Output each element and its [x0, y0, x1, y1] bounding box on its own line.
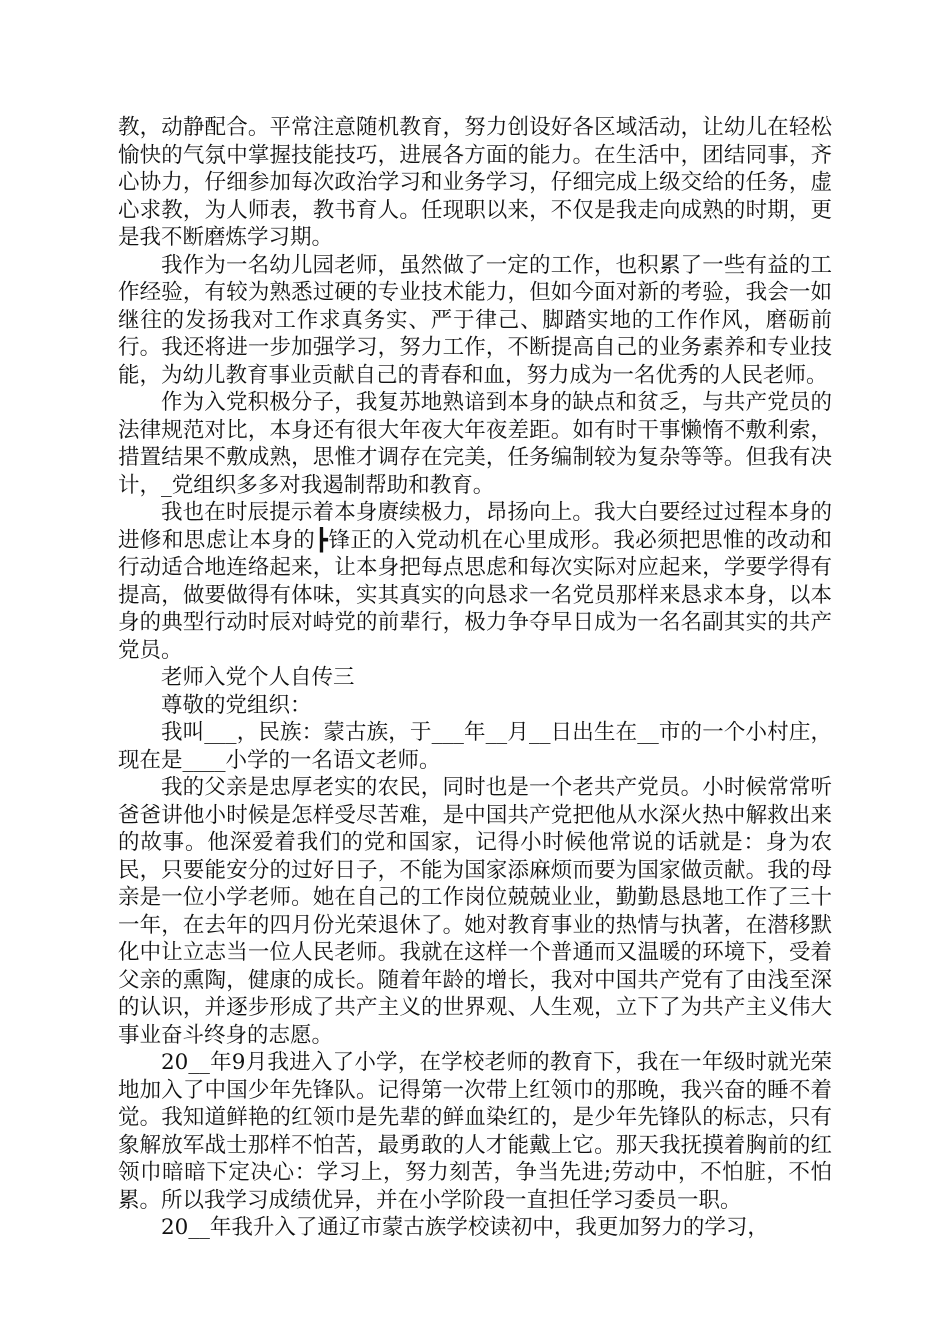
- paragraph: 20__年我升入了通辽市蒙古族学校读初中，我更加努力的学习，: [161, 1215, 769, 1240]
- paragraph: 我的父亲是忠厚老实的农民，同时也是一个老共产党员。小时候常常听爸爸讲他小时候是怎样受尽苦难，是中国共产党把他从水深火热中解救出来的故事。他深爱着我们的党和国家，记得小时候他常说的话就是：身为农民，只要能安分的过好日子，不能为国家添麻烦而要为国家做贡献。我的母亲是一位小学老师。她在自己的工作岗位兢兢业业，勤勤恳恳地工作了三十一年，在去年的四月份光荣退休了。她对教育事业的热情与执著，在潜移默化中让立志当一位人民老师。我就在这样一个普通而又温暖的环境下，受着父亲的熏陶，健康的成长。随着年龄的增长，我对中国共产党有了由浅至深的认识，并逐步形成了共产主义的世界观、人生观，立下了为共产主义伟大事业奋斗终身的志愿。: [118, 775, 832, 1048]
- paragraph: 我作为一名幼儿园老师，虽然做了一定的工作，也积累了一些有益的工作经验，有较为熟悉过硬的专业技术能力，但如今面对新的考验，我会一如继往的发扬我对工作求真务实、严于律己、脚踏实地的工作作风，磨砺前行。我还将进一步加强学习，努力工作，不断提高自己的业务素养和专业技能，为幼儿教育事业贡献自己的青春和血，努力成为一名优秀的人民老师。: [118, 252, 832, 388]
- paragraph: 20__年9月我进入了小学，在学校老师的教育下，我在一年级时就光荣地加入了中国少年先锋队。记得第一次带上红领巾的那晚，我兴奋的睡不着觉。我知道鲜艳的红领巾是先辈的鲜血染红的，是少年先锋队的标志，只有象解放军战士那样不怕苦，最勇敢的人才能戴上它。那天我抚摸着胸前的红领巾暗暗下定决心：学习上，努力刻苦，争当先进;劳动中，不怕脏，不怕累。所以我学习成绩优异，并在小学阶段一直担任学习委员一职。: [118, 1050, 832, 1213]
- section-title: 老师入党个人自传三: [161, 665, 355, 690]
- paragraph: 我叫___，民族：蒙古族，于___年__月__日出生在__市的一个小村庄，现在是____小学的一名语文老师。: [118, 720, 832, 773]
- document-body: [118, 114, 832, 1242]
- paragraph: 教，动静配合。平常注意随机教育，努力创设好各区域活动，让幼儿在轻松愉快的气氛中掌握技能技巧，进展各方面的能力。在生活中，团结同事，齐心协力，仔细参加每次政治学习和业务学习，仔细完成上级交给的任务，虚心求教，为人师表，教书育人。任现职以来，不仅是我走向成熟的时期，更是我不断磨炼学习期。: [118, 115, 832, 250]
- salutation: 尊敬的党组织：: [161, 692, 312, 718]
- paragraph: 我也在时辰提示着本身赓续极力，昂扬向上。我大白要经过过程本身的进修和思虑让本身的┣锋正的入党动机在心里成形。我必须把思惟的改动和行动适合地连络起来，让本身把每点思虑和每次实际对应起来，学要学得有提高，做要做得有体味，实其真实的向恳求一名党员那样来恳求本身，以本身的典型行动时辰对峙党的前辈行，极力争夺早日成为一名名副其实的共产党员。: [118, 500, 832, 663]
- paragraph: 作为入党积极分子，我复苏地熟谙到本身的缺点和贫乏，与共产党员的法律规范对比，本身还有很大年夜大年夜差距。如有时干事懒惰不敷利索，措置结果不敷成熟，思惟才调存在完美，任务编制较为复杂等等。但我有决计，_党组织多多对我遏制帮助和教育。: [118, 390, 832, 498]
